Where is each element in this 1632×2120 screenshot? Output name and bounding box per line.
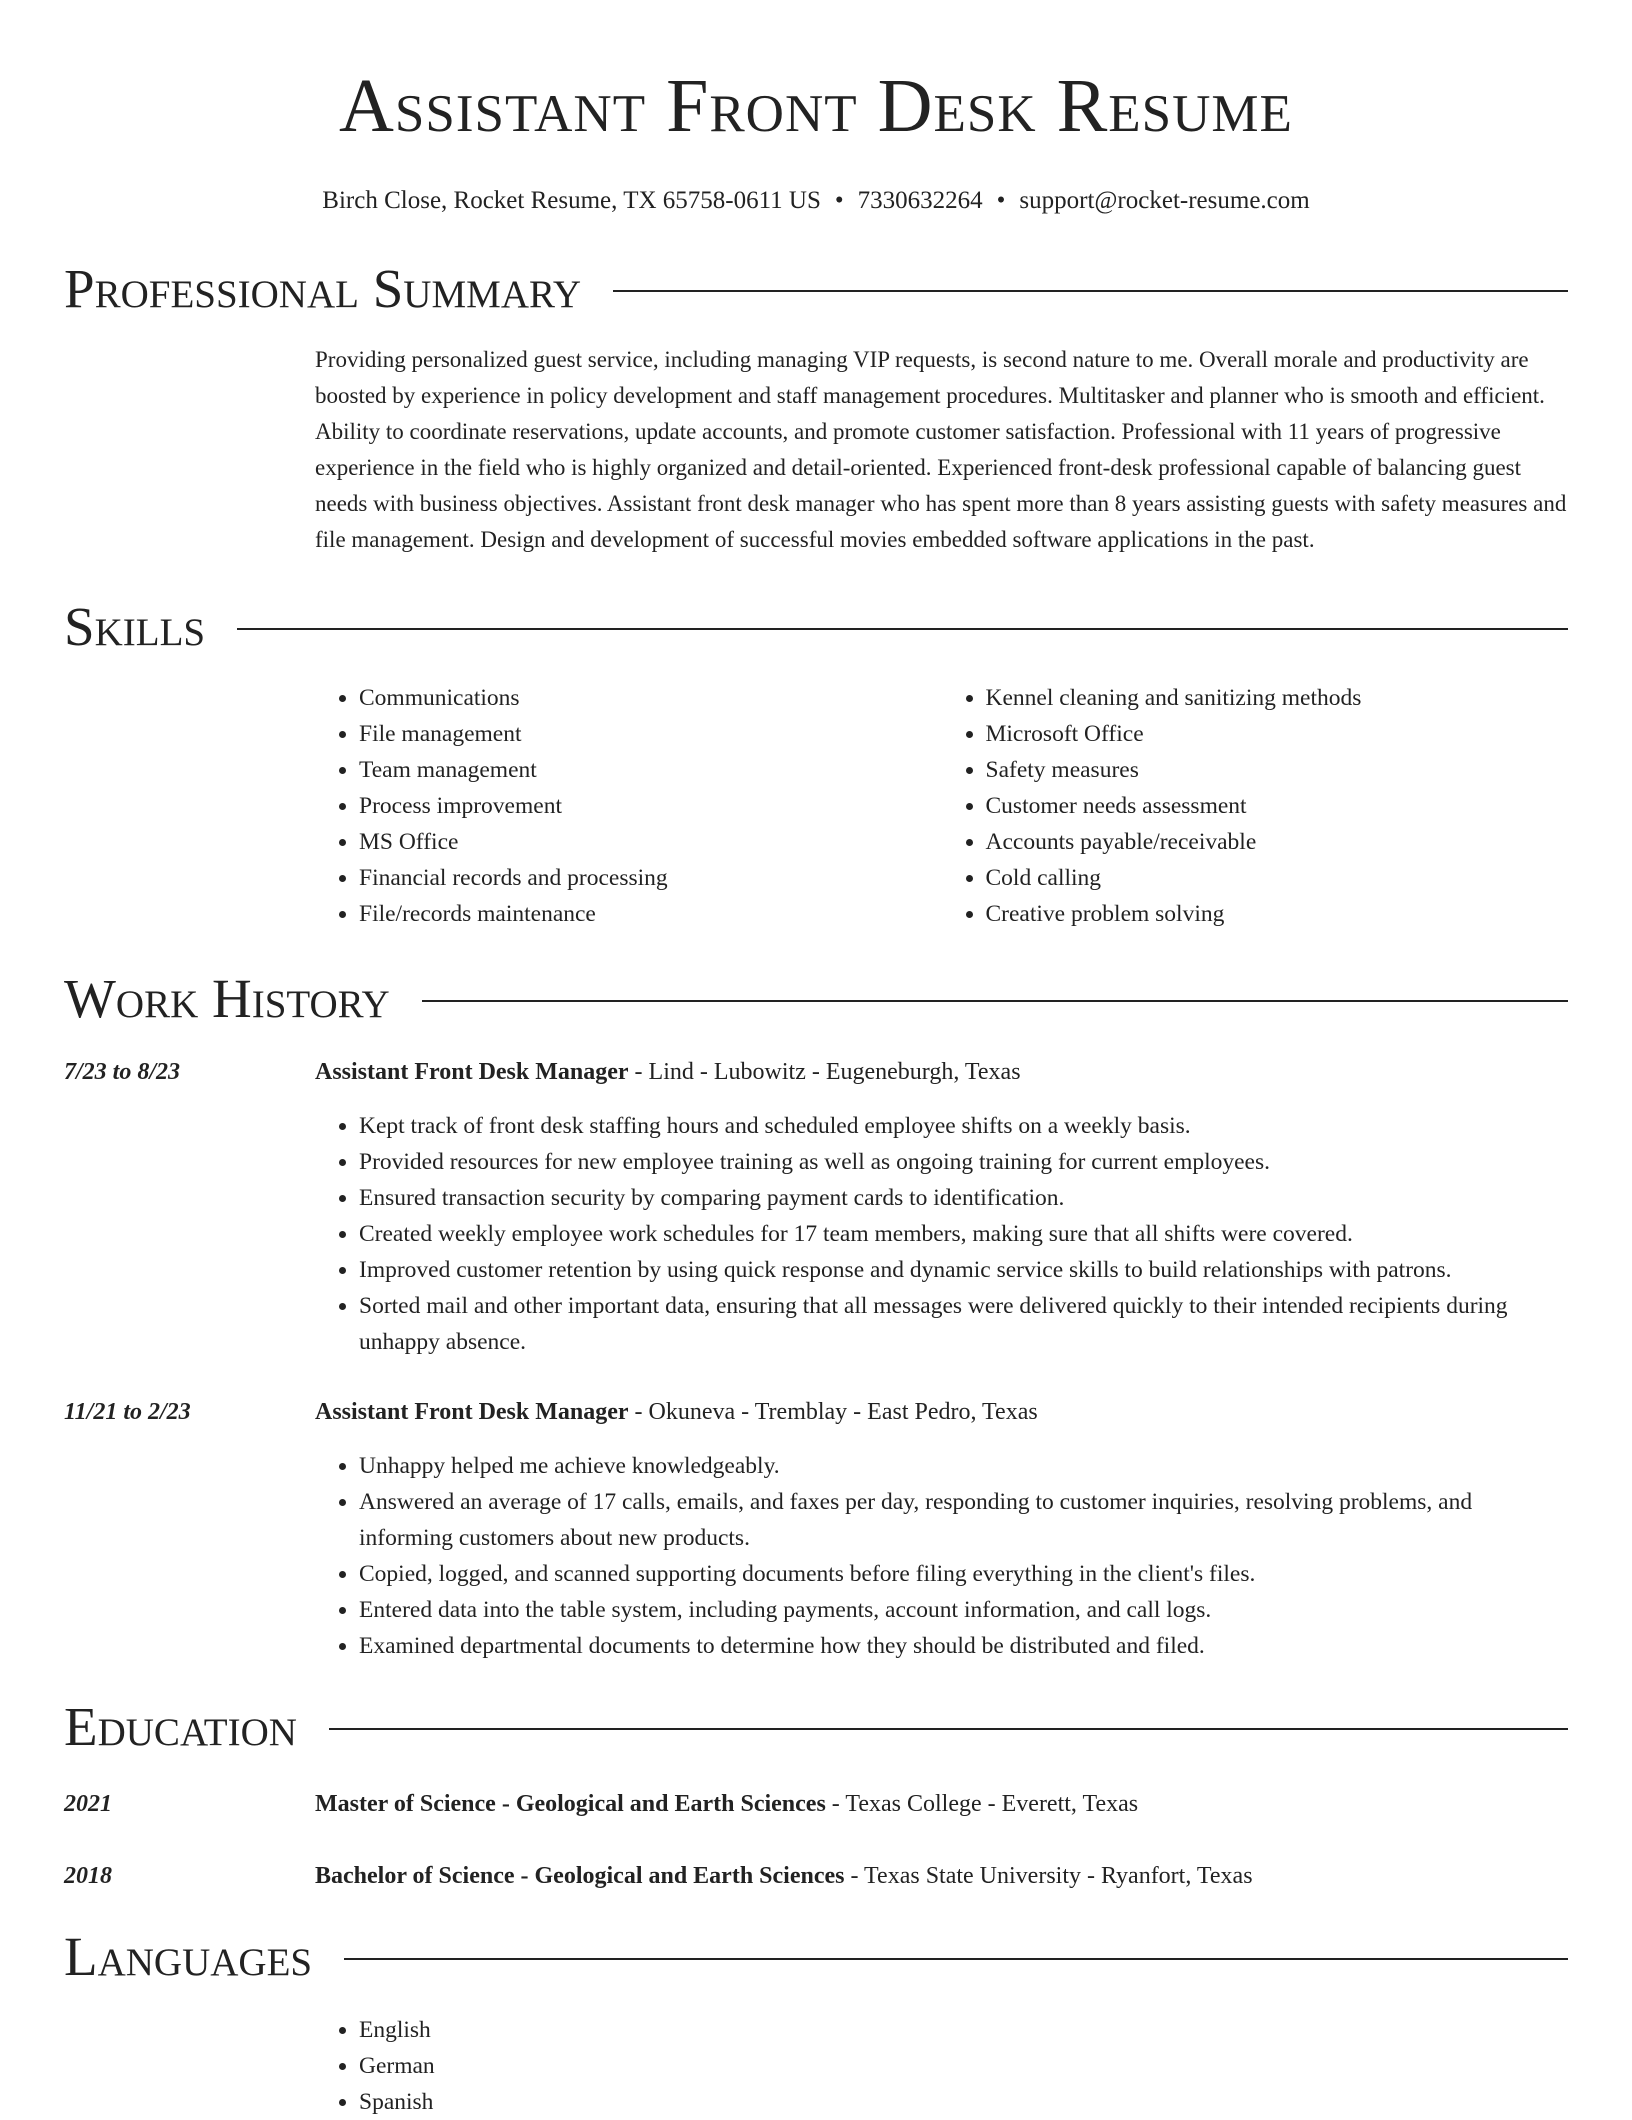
skill-item: • Communications — [359, 680, 942, 716]
job-bullet: • Ensured transaction security by comparing payment cards to identification. — [359, 1180, 1568, 1216]
contact-email: support@rocket-resume.com — [1019, 187, 1310, 214]
education-heading: Education — [64, 1696, 297, 1757]
work-heading: Work History — [64, 968, 390, 1029]
job-bullets — [315, 1108, 1568, 1360]
skills-section-header — [64, 594, 1568, 660]
job-employer: - Okuneva - Tremblay - East Pedro, Texas — [628, 1399, 1038, 1425]
languages-section-header — [64, 1924, 1568, 1990]
education-year: 2021 — [64, 1791, 112, 1817]
skills-column-right — [942, 680, 1569, 932]
section-divider — [237, 628, 1568, 630]
summary-text: Providing personalized guest service, including managing VIP requests, is second nature to me. Overall morale and productivity are boosted by experience in policy development and staff management procedures. Multitasker and planner who is smooth and efficient. Ability to coordinate reservations, update accounts, and promote customer satisfaction. Professional with 11 years of progressive experience in the field who is highly organized and detail-oriented. Experienced front-desk professional capable of balancing guest needs with business objectives. Assistant front desk manager who has spent more than 8 years assisting guests with safety measures and file management. Design and development of successful movies embedded software applications in the past. — [315, 347, 1567, 552]
page-title: Assistant Front Desk Resume — [339, 64, 1293, 148]
section-divider — [344, 1958, 1568, 1960]
education-degree: Master of Science - Geological and Earth Sciences — [315, 1791, 826, 1817]
summary-section-header — [64, 256, 1568, 322]
education-entry — [64, 1786, 1568, 1822]
job-bullet: • Unhappy helped me achieve knowledgeably. — [359, 1448, 1568, 1484]
section-divider — [422, 1000, 1568, 1002]
job-bullet: • Kept track of front desk staffing hours and scheduled employee shifts on a weekly basis. — [359, 1108, 1568, 1144]
skill-item: • Cold calling — [986, 860, 1569, 896]
skill-item: • Process improvement — [359, 788, 942, 824]
education-details — [315, 1786, 1568, 1822]
skill-item: • Financial records and processing — [359, 860, 942, 896]
education-school: - Texas State University - Ryanfort, Texas — [844, 1863, 1253, 1889]
job-bullet: • Sorted mail and other important data, ensuring that all messages were delivered quickly to their intended recipients during unhappy absence. — [359, 1288, 1568, 1360]
job-entry — [64, 1394, 1568, 1664]
section-divider — [329, 1728, 1568, 1730]
contact-line — [64, 186, 1568, 216]
work-section-header — [64, 966, 1568, 1032]
contact-separator: • — [834, 187, 844, 214]
education-year: 2018 — [64, 1863, 112, 1889]
job-bullet: • Entered data into the table system, including payments, account information, and call logs. — [359, 1592, 1568, 1628]
skills-heading: Skills — [64, 596, 206, 657]
skill-item: • Team management — [359, 752, 942, 788]
skill-item: • Kennel cleaning and sanitizing methods — [986, 680, 1569, 716]
job-bullet: • Examined departmental documents to determine how they should be distributed and filed. — [359, 1628, 1568, 1664]
skill-item: • Microsoft Office — [986, 716, 1569, 752]
contact-phone: 7330632264 — [857, 187, 983, 214]
job-dates: 11/21 to 2/23 — [64, 1399, 191, 1425]
job-bullet: • Copied, logged, and scanned supporting documents before filing everything in the client's files. — [359, 1556, 1568, 1592]
education-school: - Texas College - Everett, Texas — [825, 1791, 1139, 1817]
job-entry — [64, 1054, 1568, 1360]
skills-list — [315, 680, 1568, 932]
language-item: • Spanish — [359, 2084, 1568, 2120]
job-bullet: • Answered an average of 17 calls, emails, and faxes per day, responding to customer inquiries, resolving problems, and informing customers about new products. — [359, 1484, 1568, 1556]
skill-item: • Accounts payable/receivable — [986, 824, 1569, 860]
job-title: Assistant Front Desk Manager — [315, 1399, 629, 1425]
skill-item: • File management — [359, 716, 942, 752]
skills-column-left — [315, 680, 942, 932]
skill-item: • File/records maintenance — [359, 896, 942, 932]
language-item: • German — [359, 2048, 1568, 2084]
section-divider — [613, 290, 1568, 292]
job-dates: 7/23 to 8/23 — [64, 1059, 181, 1085]
job-headline — [315, 1054, 1568, 1090]
job-bullet: • Improved customer retention by using quick response and dynamic service skills to build relationships with patrons. — [359, 1252, 1568, 1288]
job-bullet: • Provided resources for new employee training as well as ongoing training for current employees. — [359, 1144, 1568, 1180]
languages-heading: Languages — [64, 1926, 313, 1987]
skill-item: • Customer needs assessment — [986, 788, 1569, 824]
skill-item: • Creative problem solving — [986, 896, 1569, 932]
skill-item: • MS Office — [359, 824, 942, 860]
summary-heading: Professional Summary — [64, 258, 582, 319]
education-degree: Bachelor of Science - Geological and Earth Sciences — [315, 1863, 845, 1889]
education-entry — [64, 1858, 1568, 1894]
education-section-header — [64, 1694, 1568, 1760]
skill-item: • Safety measures — [986, 752, 1569, 788]
job-body — [315, 1394, 1568, 1664]
contact-separator: • — [996, 187, 1006, 214]
job-bullet: • Created weekly employee work schedules for 17 team members, making sure that all shifts were covered. — [359, 1216, 1568, 1252]
contact-address: Birch Close, Rocket Resume, TX 65758-0611 US — [322, 187, 821, 214]
job-headline — [315, 1394, 1568, 1430]
job-bullets — [315, 1448, 1568, 1664]
job-title: Assistant Front Desk Manager — [315, 1059, 629, 1085]
languages-list — [315, 2012, 1568, 2120]
language-item: • English — [359, 2012, 1568, 2048]
job-body — [315, 1054, 1568, 1360]
education-details — [315, 1858, 1568, 1894]
job-employer: - Lind - Lubowitz - Eugeneburgh, Texas — [628, 1059, 1021, 1085]
